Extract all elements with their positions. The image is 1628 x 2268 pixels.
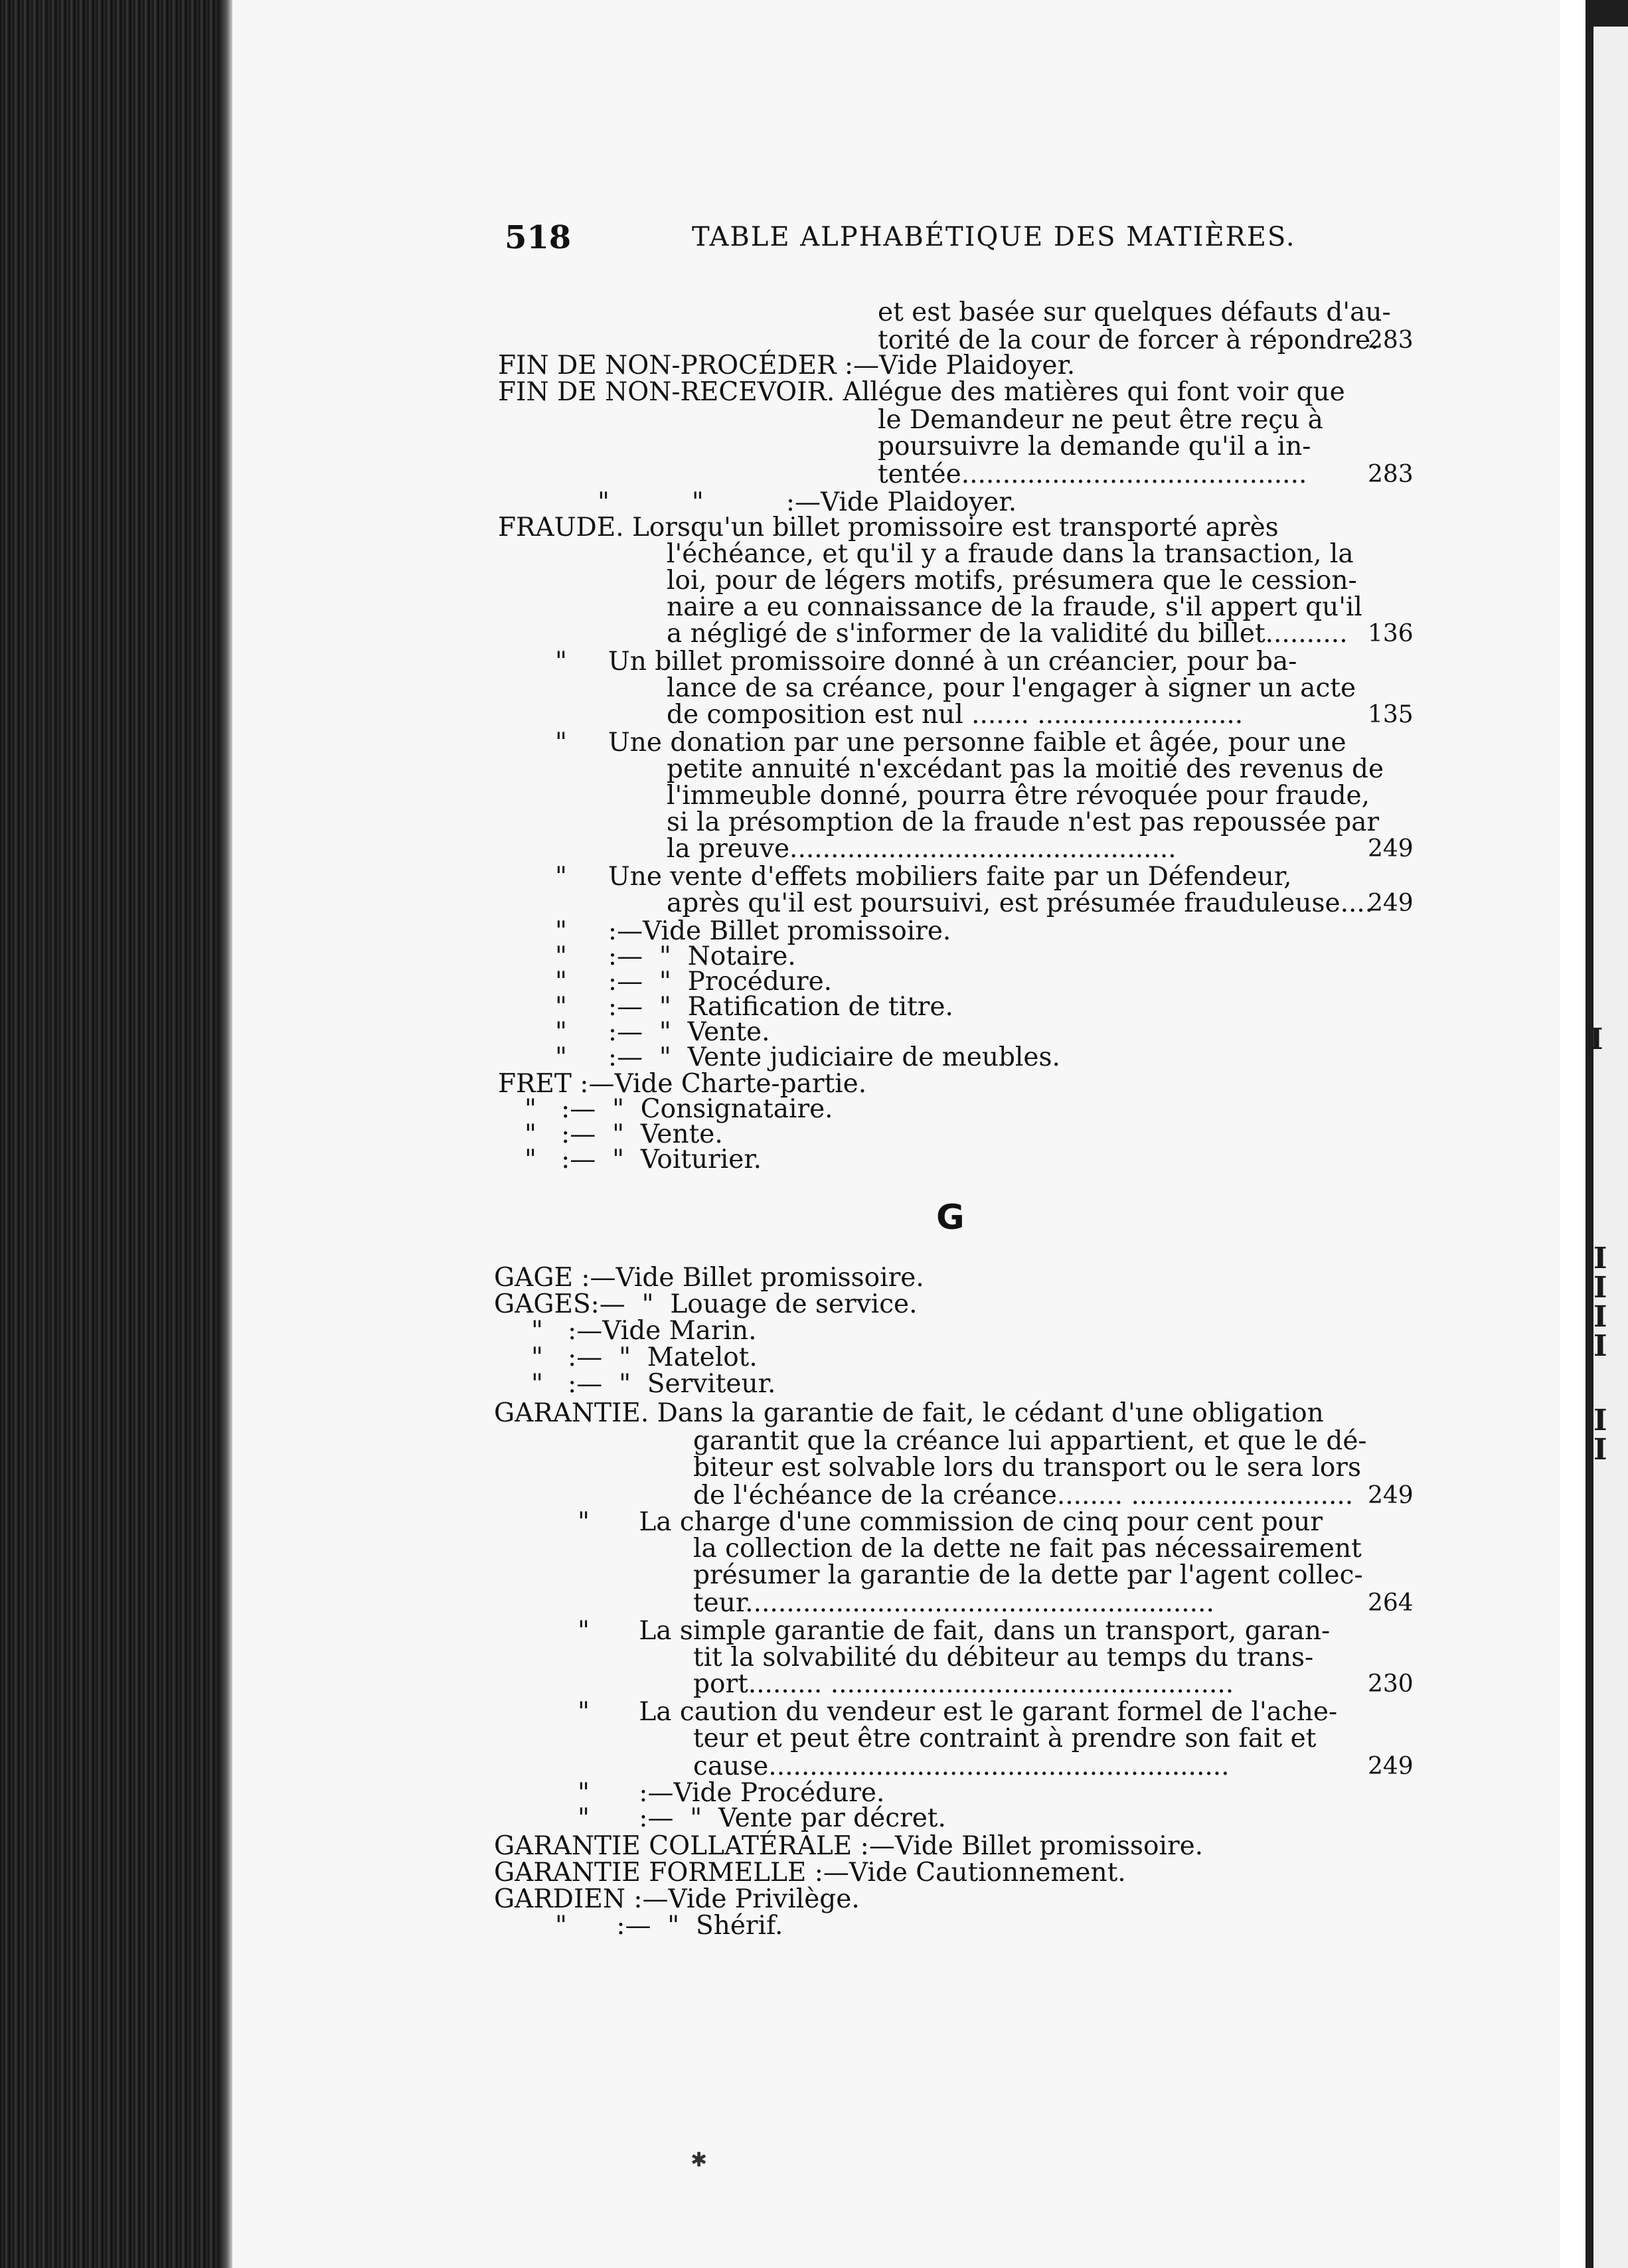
page-ref: 249 — [1368, 890, 1414, 917]
next-page-glyph: I — [1593, 1300, 1607, 1334]
section-letter: G — [936, 1198, 965, 1238]
index-line: teur......................................................... — [693, 1588, 1214, 1618]
next-page-glyph: I — [1593, 1404, 1607, 1437]
index-line: " La charge d'une commission de cinq pour cent pour — [578, 1507, 1323, 1537]
next-page-glyph: I — [1589, 1022, 1603, 1056]
index-line: " La simple garantie de fait, dans un transport, garan- — [578, 1616, 1331, 1646]
index-line: tit la solvabilité du débiteur au temps du trans- — [693, 1643, 1314, 1672]
page-ref: 249 — [1368, 1753, 1414, 1780]
index-line: si la présomption de la fraude n'est pas repoussée par — [667, 807, 1380, 837]
index-line: présumer la garantie de la dette par l'agent collec- — [693, 1560, 1363, 1590]
index-line: " :— " Vente. — [555, 1017, 770, 1047]
printer-mark-icon: ✱ — [691, 2148, 708, 2172]
page-ref: 249 — [1368, 835, 1414, 862]
index-line: " :—Vide Procédure. — [578, 1778, 885, 1808]
index-line: et est basée sur quelques défauts d'au- — [878, 297, 1391, 327]
page-ref: 230 — [1368, 1670, 1414, 1698]
index-line: " La caution du vendeur est le garant formel de l'ache- — [578, 1697, 1338, 1727]
index-line: naire a eu connaissance de la fraude, s'il appert qu'il — [667, 592, 1362, 622]
index-line: de l'échéance de la créance........ ........................... — [693, 1481, 1354, 1510]
running-title: TABLE ALPHABÉTIQUE DES MATIÈRES. — [692, 222, 1296, 252]
next-page-glyph: I — [1593, 1271, 1607, 1305]
index-line: " :— " Consignataire. — [525, 1094, 833, 1124]
index-line: poursuivre la demande qu'il a in- — [878, 432, 1311, 461]
page-ref: 283 — [1368, 327, 1414, 354]
index-line: biteur est solvable lors du transport ou le sera lors — [693, 1453, 1361, 1483]
next-page-sheet — [1593, 27, 1628, 2268]
index-line: l'immeuble donné, pourra être révoquée pour fraude, — [667, 781, 1370, 811]
index-line: " :—Vide Marin. — [531, 1316, 757, 1346]
page-ref: 249 — [1368, 1482, 1414, 1509]
index-line: " :— " Shérif. — [555, 1911, 783, 1941]
index-line: après qu'il est poursuivi, est présumée frauduleuse.... — [667, 888, 1374, 918]
page-ref: 136 — [1368, 620, 1414, 647]
index-line: a négligé de s'informer de la validité du billet.......... — [667, 619, 1348, 649]
index-line: GAGES:— " Louage de service. — [494, 1289, 918, 1319]
index-line: " Une vente d'effets mobiliers faite par un Défendeur, — [555, 862, 1292, 892]
index-line: port......... ................................................. — [693, 1669, 1234, 1699]
page-ref: 135 — [1368, 701, 1414, 728]
index-line: petite annuité n'excédant pas la moitié des revenus de — [667, 754, 1384, 784]
index-line: FRET :—Vide Charte-partie. — [498, 1069, 867, 1099]
index-line: loi, pour de légers motifs, présumera que le cession- — [667, 566, 1357, 596]
index-line: " :— " Notaire. — [555, 941, 796, 971]
index-line: " :— " Vente. — [525, 1119, 723, 1149]
index-line: " Une donation par une personne faible et âgée, pour une — [555, 728, 1346, 758]
index-line: tentée.......................................... — [878, 459, 1307, 489]
next-page-glyph: I — [1593, 1329, 1607, 1363]
index-line: torité de la cour de forcer à répondre. — [878, 325, 1379, 355]
index-line: la collection de la dette ne fait pas nécessairement — [693, 1534, 1362, 1564]
index-line: le Demandeur ne peut être reçu à — [878, 405, 1323, 435]
index-line: " :— " Vente judiciaire de meubles. — [555, 1042, 1060, 1072]
index-line: GAGE :—Vide Billet promissoire. — [494, 1263, 924, 1293]
index-line: " :— " Serviteur. — [531, 1369, 776, 1399]
page-ref: 283 — [1368, 461, 1414, 488]
index-line: GARANTIE. Dans la garantie de fait, le cédant d'une obligation — [494, 1398, 1324, 1428]
index-line: FRAUDE. Lorsqu'un billet promissoire est transporté après — [498, 513, 1279, 542]
next-page-glyph: I — [1593, 1242, 1607, 1275]
index-line: " :— " Matelot. — [531, 1342, 758, 1372]
index-line: GARANTIE COLLATÉRALE :—Vide Billet promissoire. — [494, 1831, 1204, 1861]
index-line: cause........................................................ — [693, 1751, 1230, 1781]
page-ref: 264 — [1368, 1589, 1414, 1617]
index-line: " :— " Ratification de titre. — [555, 992, 953, 1022]
index-line: " :— " Vente par décret. — [578, 1803, 946, 1833]
index-line: FIN DE NON-RECEVOIR. Allégue des matières qui font voir que — [498, 377, 1345, 407]
index-line: de composition est nul ....... ......................... — [667, 700, 1244, 730]
index-line: la preuve............................................... — [667, 834, 1177, 864]
spine-edge — [219, 0, 234, 2268]
index-line: GARANTIE FORMELLE :—Vide Cautionnement. — [494, 1858, 1126, 1888]
index-line: teur et peut être contraint à prendre son fait et — [693, 1724, 1317, 1753]
book-spine — [0, 0, 230, 2268]
index-line: " :— " Voiturier. — [525, 1145, 762, 1174]
index-line: garantit que la créance lui appartient, et que le dé- — [693, 1426, 1367, 1456]
index-line: GARDIEN :—Vide Privilège. — [494, 1884, 860, 1914]
index-line: l'échéance, et qu'il y a fraude dans la transaction, la — [667, 539, 1354, 569]
index-line: lance de sa créance, pour l'engager à signer un acte — [667, 673, 1356, 703]
index-line: FIN DE NON-PROCÉDER :—Vide Plaidoyer. — [498, 351, 1076, 380]
index-line: " :— " Procédure. — [555, 967, 833, 997]
index-line: " " :—Vide Plaidoyer. — [598, 487, 1017, 517]
page-header — [0, 219, 1628, 272]
page-number: 518 — [505, 219, 572, 256]
index-line: " :—Vide Billet promissoire. — [555, 916, 951, 946]
index-line: " Un billet promissoire donné à un créancier, pour ba- — [555, 647, 1297, 677]
next-page-glyph: I — [1593, 1433, 1607, 1467]
